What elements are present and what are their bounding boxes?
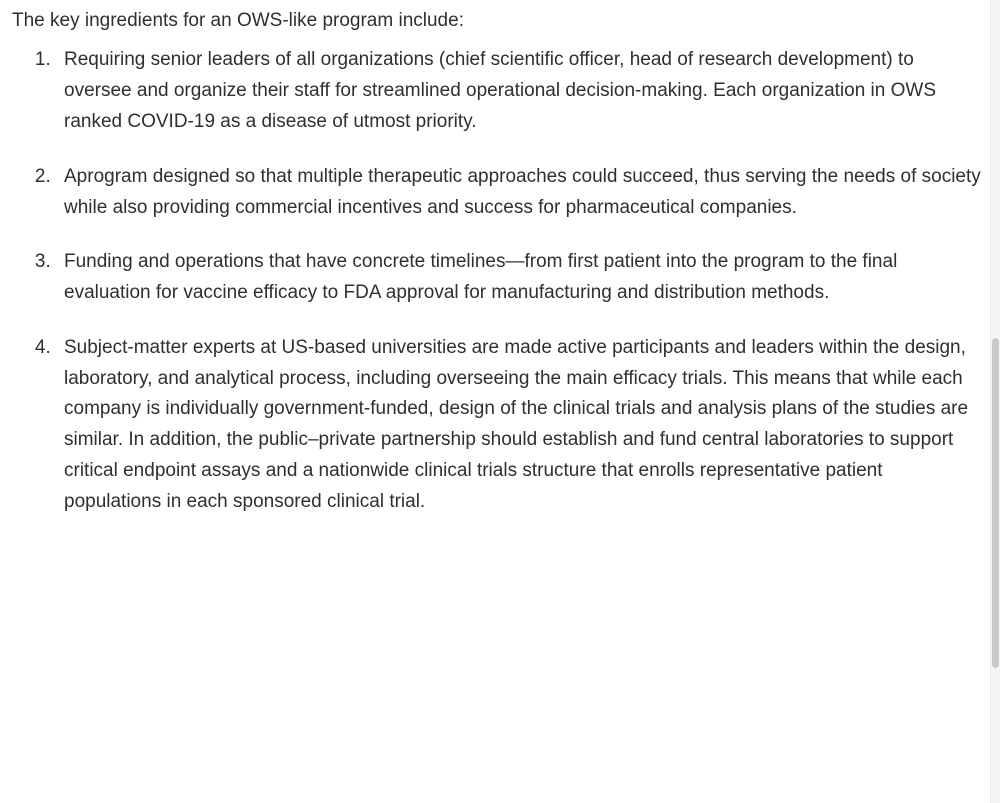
list-item-text: 3. Funding and operations that have concrete timelines—from first patient into the program to the final evaluation for vaccine efficacy to FDA approval for manufacturing and distribution methods. <box>64 251 898 304</box>
list-item <box>56 45 982 137</box>
list-item-text: 2. Aprogram designed so that multiple therapeutic approaches could succeed, thus serving the needs of society while also providing commercial incentives and success for pharmaceutical companies. <box>64 165 981 218</box>
list-item <box>56 247 982 309</box>
list-item <box>56 162 982 224</box>
vertical-scrollbar-track[interactable] <box>990 0 1000 803</box>
list-item <box>56 333 982 518</box>
intro-paragraph: The key ingredients for an OWS-like program include: <box>12 10 464 31</box>
vertical-scrollbar-thumb[interactable] <box>992 338 999 668</box>
list-item-text: 1. Requiring senior leaders of all organizations (chief scientific officer, head of research development) to oversee and organize their staff for streamlined operational decision-making. Each organization in OWS ranked COVID-19 as a disease of utmost priority. <box>64 49 937 132</box>
list-item-text: 4. Subject-matter experts at US-based universities are made active participants and leaders within the design, laboratory, and analytical process, including overseeing the main efficacy trials. This means that while each company is individually government-funded, design of the clinical trials and analysis plans of the studies are similar. In addition, the public–private partnership should establish and fund central laboratories to support critical endpoint assays and a nationwide clinical trials structure that enrolls representative patient populations in each sponsored clinical trial. <box>64 336 969 512</box>
ingredients-list <box>10 45 982 517</box>
